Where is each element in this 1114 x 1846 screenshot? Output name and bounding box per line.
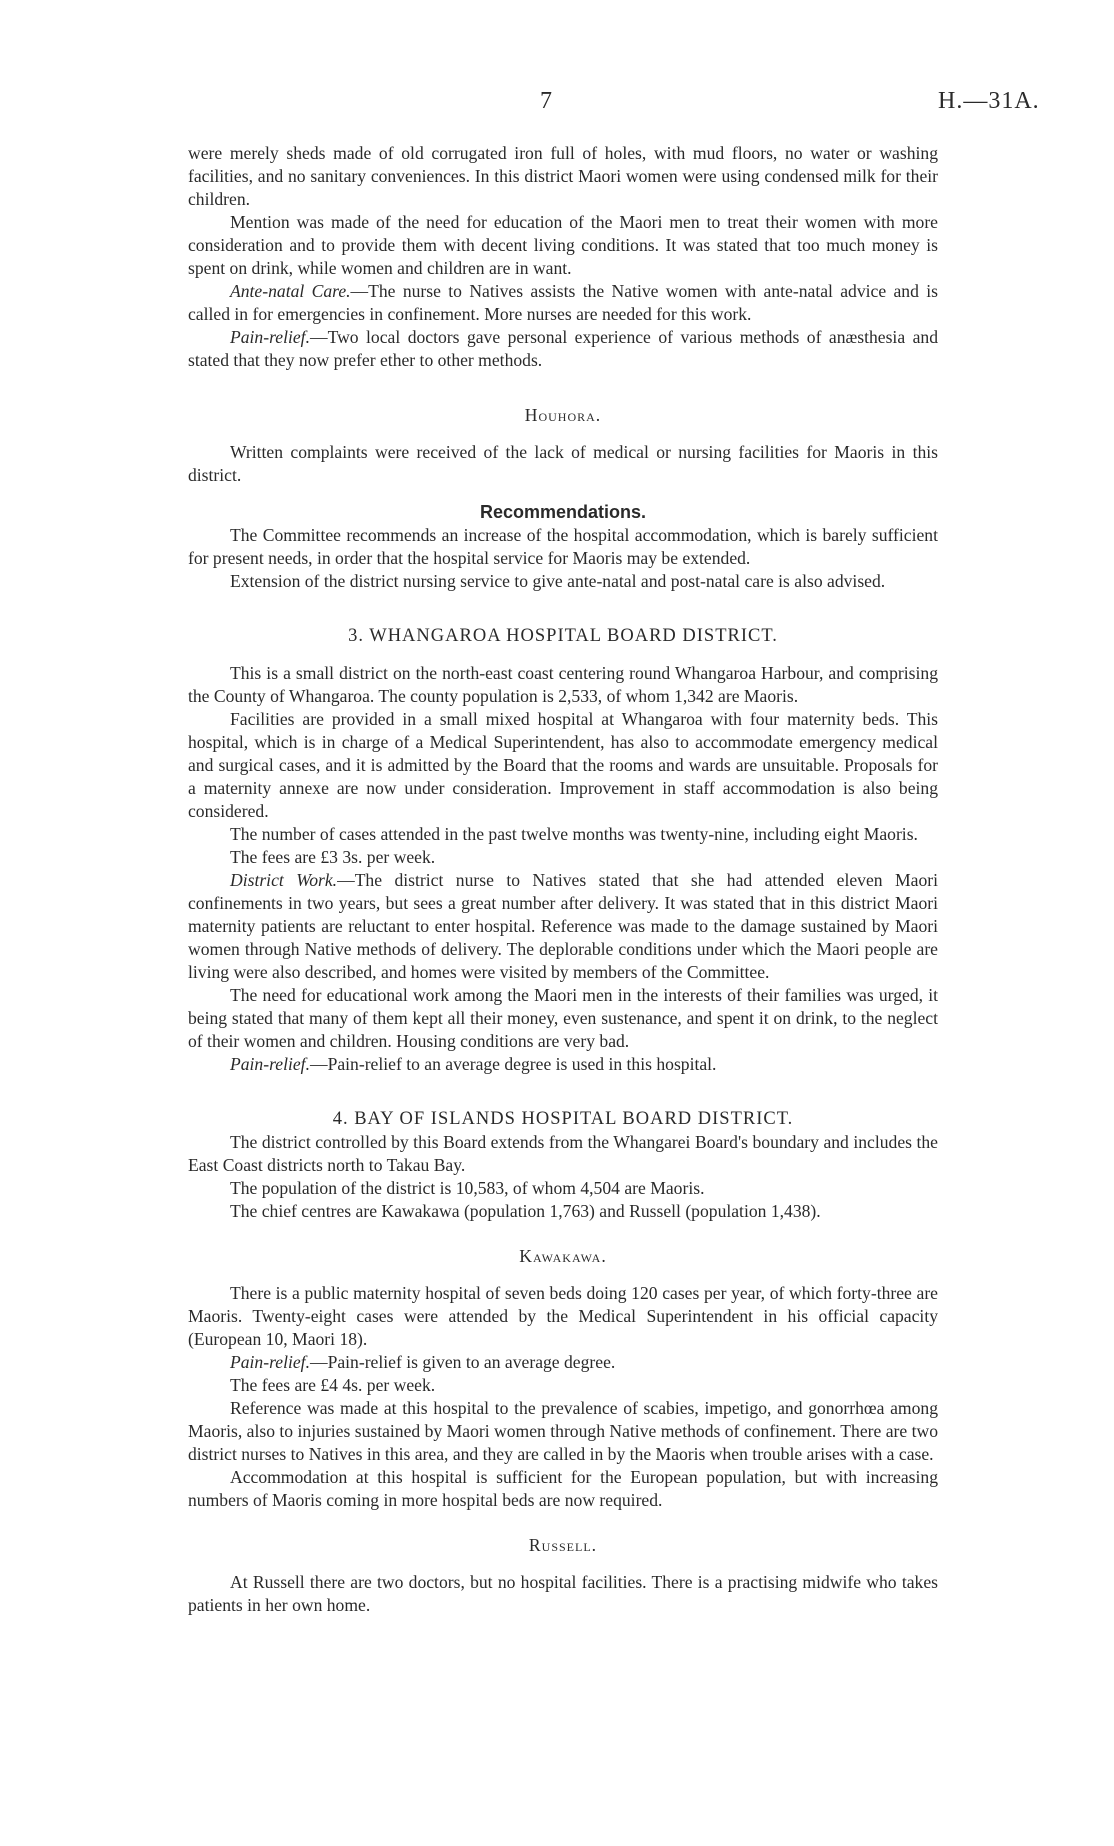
recommendations-heading: Recommendations. [479, 502, 647, 522]
subsection-heading-russell: Russell. [528, 1535, 598, 1555]
paragraph: Ante-natal Care.—The nurse to Natives assists the Native women with ante-natal advice and is called in for emergencies in confinement. More nurses are needed for this work. [188, 281, 938, 324]
section-heading-whangaroa: 3. WHANGAROA HOSPITAL BOARD DISTRICT. [348, 626, 778, 646]
page-body [188, 142, 938, 1617]
paragraph: The number of cases attended in the past twelve months was twenty-nine, including eight Maoris. [230, 824, 918, 844]
paragraph: Reference was made at this hospital to the prevalence of scabies, impetigo, and gonorrhœa among Maoris, also to injuries sustained by Maori women through Native methods of confinement. There are two district nurses to Natives in this area, and they are called in by the Maoris when trouble arises with a case. [188, 1398, 938, 1464]
paragraph: At Russell there are two doctors, but no hospital facilities. There is a practising midwife who takes patients in her own home. [188, 1572, 938, 1615]
paragraph: Extension of the district nursing service to give ante-natal and post-natal care is also advised. [230, 571, 886, 591]
paragraph: There is a public maternity hospital of seven beds doing 120 cases per year, of which forty-three are Maoris. Twenty-eight cases were attended by the Medical Superintendent in his official capacity (European 10, Maori 18). [188, 1283, 938, 1349]
paragraph: The population of the district is 10,583, of whom 4,504 are Maoris. [230, 1178, 705, 1198]
subsection-heading-kawakawa: Kawakawa. [519, 1246, 607, 1266]
paragraph: The chief centres are Kawakawa (population 1,763) and Russell (population 1,438). [230, 1201, 821, 1221]
paragraph: The district controlled by this Board extends from the Whangarei Board's boundary and includes the East Coast districts north to Takau Bay. [188, 1132, 938, 1175]
paragraph: Mention was made of the need for education of the Maori men to treat their women with more consideration and to provide them with decent living conditions. It was stated that too much money is spent on drink, while women and children are in want. [188, 212, 938, 278]
paragraph: This is a small district on the north-east coast centering round Whangaroa Harbour, and comprising the County of Whangaroa. The county population is 2,533, of whom 1,342 are Maoris. [188, 663, 938, 706]
paragraph: Written complaints were received of the lack of medical or nursing facilities for Maoris in this district. [188, 442, 938, 485]
paragraph: The need for educational work among the Maori men in the interests of their families was urged, it being stated that many of them kept all their money, even sustenance, and spent it on drink, to the neglect of their women and children. Housing conditions are very bad. [188, 985, 938, 1051]
page-number: 7 [540, 88, 552, 114]
paragraph-lead: Pain-relief. [230, 327, 310, 347]
paragraph: Facilities are provided in a small mixed hospital at Whangaroa with four maternity beds. This hospital, which is in charge of a Medical Superintendent, has also to accommodate emergency medical and surgical cases, and it is admitted by the Board that the rooms and wards are unsuitable. Proposals for a maternity annexe are now under consideration. Improvement in staff accommodation is also being considered. [188, 709, 938, 821]
paragraph-lead: Pain-relief. [230, 1054, 310, 1074]
paragraph-lead: District Work. [230, 870, 338, 890]
paragraph: Accommodation at this hospital is sufficient for the European population, but with increasing numbers of Maoris coming in more hospital beds are now required. [188, 1467, 938, 1510]
section-heading-bay-of-islands: 4. BAY OF ISLANDS HOSPITAL BOARD DISTRICT. [332, 1109, 794, 1129]
subsection-heading-houhora: Houhora. [524, 405, 602, 425]
paragraph: were merely sheds made of old corrugated iron full of holes, with mud floors, no water or washing facilities, and no sanitary conveniences. In this district Maori women were using condensed milk for their children. [188, 143, 938, 209]
paragraph: The Committee recommends an increase of the hospital accommodation, which is barely sufficient for present needs, in order that the hospital service for Maoris may be extended. [188, 525, 938, 568]
paragraph: Pain-relief.—Two local doctors gave personal experience of various methods of anæsthesia and stated that they now prefer ether to other methods. [188, 327, 938, 370]
document-reference: H.—31A. [938, 88, 1040, 114]
paragraph: Pain-relief.—Pain-relief to an average degree is used in this hospital. [230, 1054, 717, 1074]
paragraph-lead: Ante-natal Care. [230, 281, 351, 301]
paragraph: Pain-relief.—Pain-relief is given to an average degree. [230, 1352, 616, 1372]
paragraph: The fees are £4 4s. per week. [230, 1375, 436, 1395]
paragraph: The fees are £3 3s. per week. [230, 847, 436, 867]
paragraph-lead: Pain-relief. [230, 1352, 310, 1372]
paragraph: District Work.—The district nurse to Natives stated that she had attended eleven Maori confinements in two years, but sees a great number after delivery. It was stated that in this district Maori maternity patients are reluctant to enter hospital. Reference was made to the damage sustained by Maori women through Native methods of delivery. The deplorable conditions under which the Maori people are living were also described, and homes were visited by members of the Committee. [188, 870, 938, 982]
